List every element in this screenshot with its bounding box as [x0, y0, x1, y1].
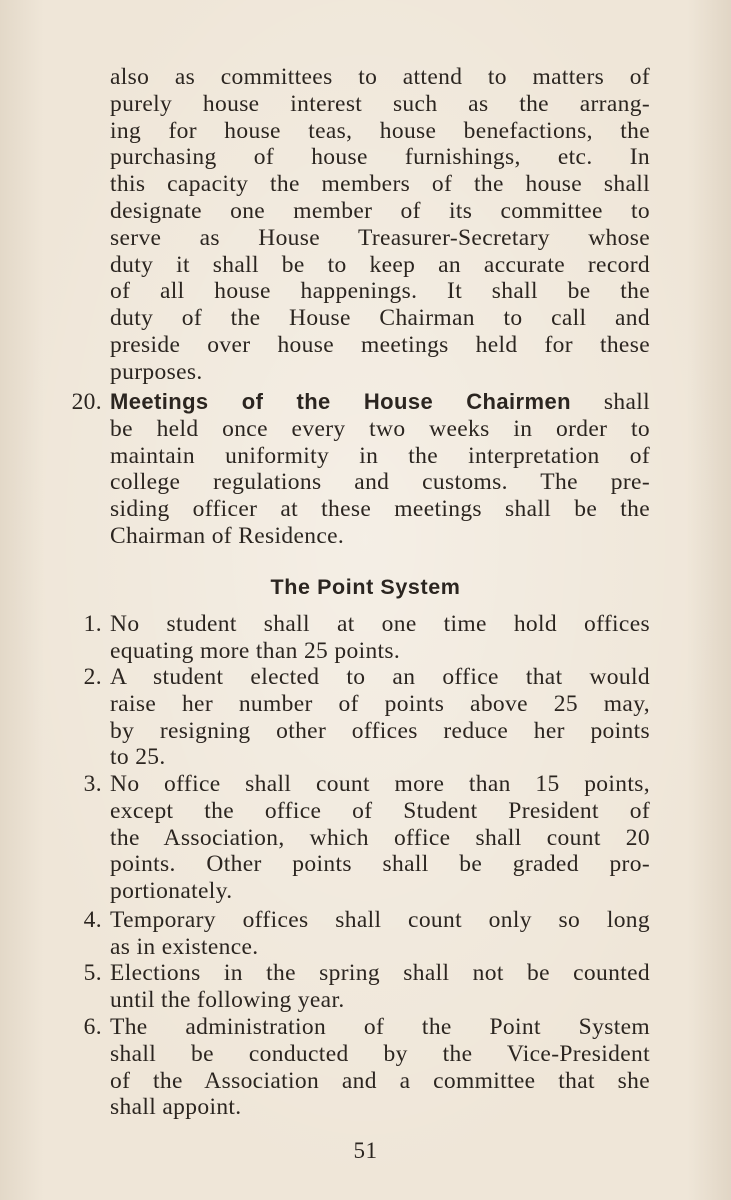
text-line: equating more than 25 points. [110, 637, 401, 664]
text-line: as in existence. [110, 933, 259, 960]
text-line: No office shall count more than 15 points, [110, 771, 650, 797]
text-line: duty of the House Chairman to call and [110, 305, 650, 332]
text-line: raise her number of points above 25 may, [110, 690, 650, 717]
text-line: duty it shall be to keep an accurate record [110, 251, 650, 278]
text-line: A student elected to an office that would [110, 664, 650, 690]
text-line: of all house happenings. It shall be the [110, 278, 650, 305]
item-number: 3. [83, 771, 102, 797]
text-line: ing for house teas, house benefactions, the [110, 117, 650, 144]
text-line: also as committees to attend to matters of [110, 64, 650, 90]
section-heading: The Point System [270, 575, 461, 599]
text-line: be held once every two weeks in order to [110, 415, 650, 442]
text-line: portionately. [110, 878, 233, 905]
text-line: college regulations and customs. The pre- [110, 469, 650, 496]
rule-number: 20. [71, 389, 102, 415]
text-line: siding officer at these meetings shall be the [110, 496, 650, 523]
item-number: 6. [83, 1014, 102, 1040]
point-item-1 [83, 611, 650, 665]
point-item-2 [83, 664, 650, 771]
item-number: 1. [83, 611, 102, 637]
item-number: 2. [83, 664, 102, 690]
point-item-6 [83, 1014, 650, 1121]
text-line: by resigning other offices reduce her points [110, 717, 650, 744]
rule-20-first-line-rest: shall [603, 389, 650, 415]
text-line: Elections in the spring shall not be counted [110, 960, 650, 986]
item-number: 5. [83, 960, 102, 986]
text-line: purely house interest such as the arrang- [110, 90, 650, 117]
text-line: The administration of the Point System [110, 1014, 650, 1040]
text-line: maintain uniformity in the interpretation of [110, 442, 650, 469]
text-line: of the Association and a committee that she [110, 1067, 650, 1094]
text-line: the Association, which office shall count 20 [110, 824, 650, 851]
text-line: points. Other points shall be graded pro- [110, 851, 650, 878]
text-line: this capacity the members of the house shall [110, 171, 650, 198]
text-line: to 25. [110, 744, 166, 771]
text-line: until the following year. [110, 986, 345, 1013]
text-line: except the office of Student President of [110, 797, 650, 824]
text-line: purposes. [110, 358, 203, 385]
text-line: shall be conducted by the Vice-President [110, 1040, 650, 1067]
text-line: preside over house meetings held for these [110, 331, 650, 358]
text-line: No student shall at one time hold offices [110, 611, 650, 637]
item-number: 4. [83, 907, 102, 933]
text-line: Temporary offices shall count only so long [110, 907, 650, 933]
text-line: Chairman of Residence. [110, 522, 345, 549]
point-item-4 [83, 907, 650, 961]
point-item-5 [83, 960, 650, 1014]
rule-20-heading: Meetings of the House Chairmen [110, 389, 571, 414]
text-line: designate one member of its committee to [110, 197, 650, 224]
page-number: 51 [353, 1138, 378, 1163]
continuation-paragraph [110, 64, 650, 386]
text-line: shall appoint. [110, 1094, 242, 1121]
rule-20-first-line [110, 389, 650, 416]
point-item-3 [83, 771, 650, 905]
text-line: purchasing of house furnishings, etc. In [110, 144, 650, 171]
rule-20 [71, 389, 650, 550]
text-line: serve as House Treasurer-Secretary whose [110, 224, 650, 251]
